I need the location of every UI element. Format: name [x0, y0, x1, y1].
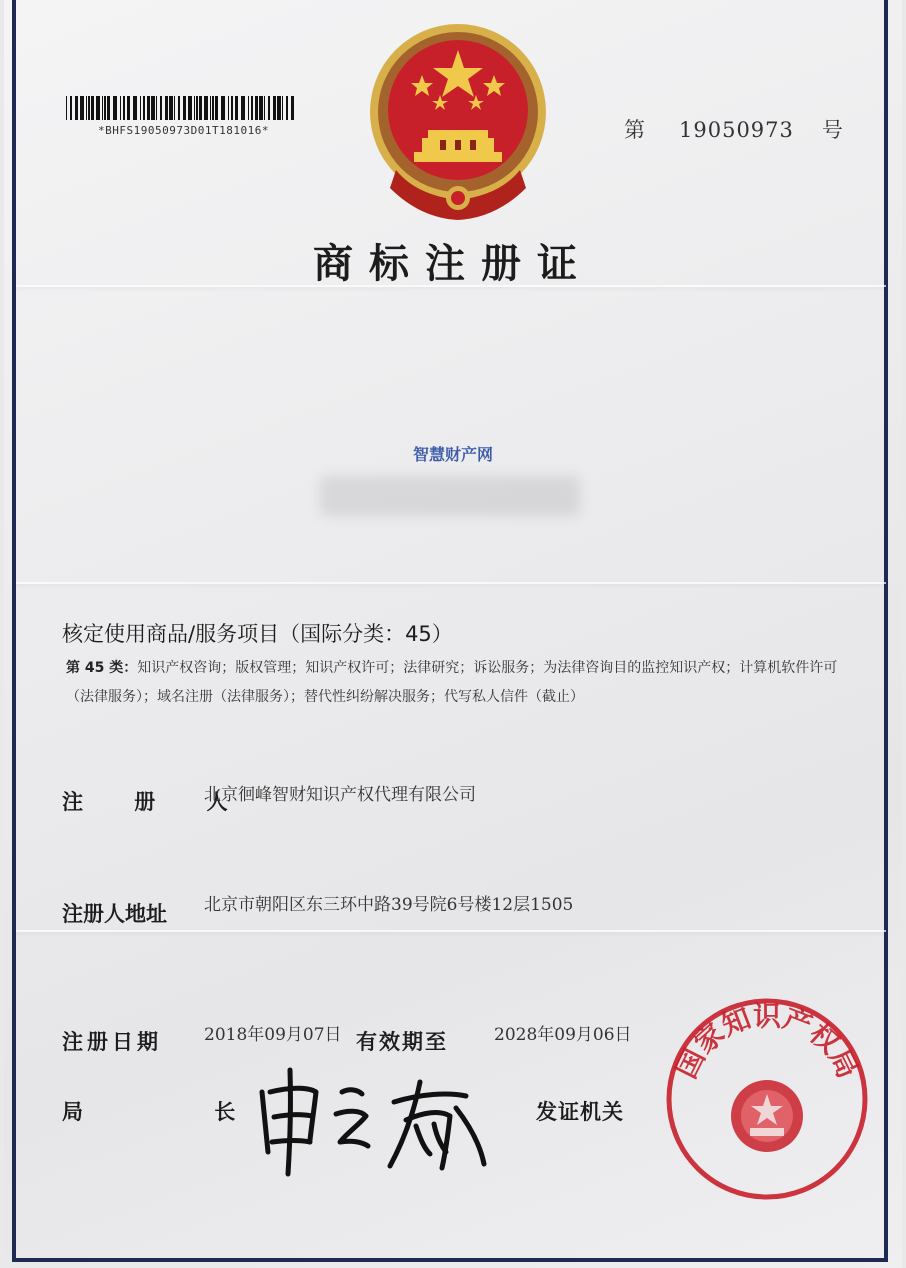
barcode-bar [88, 96, 90, 120]
issuer-label: 发证机关 [536, 1100, 624, 1124]
svg-text:国家知识产权局 [669, 1000, 864, 1084]
barcode-bar [66, 96, 67, 120]
address-value: 北京市朝阳区东三环中路39号院6号楼12层1505 [204, 895, 574, 915]
barcode-bar [251, 96, 253, 120]
fold-line [16, 930, 886, 932]
barcode-bar [291, 96, 294, 120]
barcode-bar [215, 96, 218, 120]
barcode-bar [143, 96, 145, 120]
barcode-bar [151, 96, 155, 120]
barcode-bar [91, 96, 94, 120]
barcode-bar [107, 96, 110, 120]
barcode-bar [196, 96, 198, 120]
barcode-bar [188, 96, 192, 120]
national-emblem-icon [356, 20, 560, 230]
barcode-bar [221, 96, 225, 120]
barcode-bar [199, 96, 202, 120]
barcode-bar [231, 96, 233, 120]
seal-text: 国家知识产权局 [669, 999, 865, 1084]
trademark-text: 智慧财产网 [412, 445, 493, 464]
classification-items [66, 654, 852, 712]
barcode-bar [127, 96, 130, 120]
barcode-bar [174, 96, 175, 120]
registration-date-label: 注册日期 [62, 1030, 162, 1054]
barcode-bar [210, 96, 211, 120]
barcode-bar [156, 96, 157, 120]
barcode-bar [248, 96, 249, 120]
barcode-bar [228, 96, 229, 120]
barcode-bar [113, 96, 117, 120]
barcode-bar [86, 96, 87, 120]
barcode-bar [160, 96, 162, 120]
seal-emblem-icon [731, 1080, 803, 1152]
certificate-number-value: 19050973 [679, 118, 794, 142]
certificate-number [624, 114, 843, 144]
director-signature [244, 1062, 492, 1180]
barcode-bar [259, 96, 263, 120]
barcode-bar [277, 96, 281, 120]
barcode-bar [169, 96, 173, 120]
barcode-bar [123, 96, 125, 120]
classification-heading: 核定使用商品/服务项目（国际分类：45） [62, 622, 453, 646]
barcode-bar [120, 96, 121, 120]
barcode-bar [268, 96, 270, 120]
barcode-bar [273, 96, 276, 120]
barcode-bar [70, 96, 72, 120]
barcode-bar [104, 96, 106, 120]
page-title: 商标注册证 [313, 240, 593, 287]
valid-until-value: 2028年09月06日 [494, 1025, 632, 1045]
barcode-bar [147, 96, 150, 120]
trademark-shadow [320, 476, 580, 516]
class-items-text: 知识产权咨询；版权管理；知识产权许可；法律研究；诉讼服务；为法律咨询目的监控知识产权；计算机软件许可（法律服务）；域名注册（法律服务）；替代性纠纷解决服务；代写私人信件（截止） [66, 660, 838, 705]
registration-date-value: 2018年09月07日 [204, 1025, 342, 1045]
barcode-bar [80, 96, 84, 120]
official-seal [664, 996, 870, 1202]
barcode-bar [75, 96, 78, 120]
barcode-bar [241, 96, 245, 120]
certificate-number-suffix: 号 [821, 118, 843, 142]
barcode-bar [183, 96, 186, 120]
barcode-text: *BHFS19050973D01T181016* [98, 124, 269, 137]
barcode-bar [282, 96, 283, 120]
barcode-bar [255, 96, 258, 120]
barcode-bar [165, 96, 168, 120]
barcode-bar [235, 96, 238, 120]
barcode-bar [194, 96, 195, 120]
barcode-bar [96, 96, 100, 120]
barcode [66, 96, 298, 120]
fold-line [16, 582, 886, 584]
certificate-number-prefix: 第 [624, 118, 645, 142]
valid-until-label: 有效期至 [356, 1030, 448, 1054]
barcode-bar [212, 96, 214, 120]
address-label: 注册人地址 [62, 902, 167, 926]
registrant-value: 北京徊峰智财知识产权代理有限公司 [204, 785, 476, 805]
barcode-bar [178, 96, 180, 120]
barcode-bar [264, 96, 265, 120]
barcode-bar [133, 96, 137, 120]
barcode-bar [102, 96, 103, 120]
class-prefix: 第 45 类： [66, 660, 138, 676]
registrant-label: 注 册 人 [62, 790, 250, 814]
director-label: 局 长 [62, 1100, 298, 1124]
barcode-bar [204, 96, 208, 120]
barcode-bar [286, 96, 288, 120]
barcode-bar [140, 96, 141, 120]
